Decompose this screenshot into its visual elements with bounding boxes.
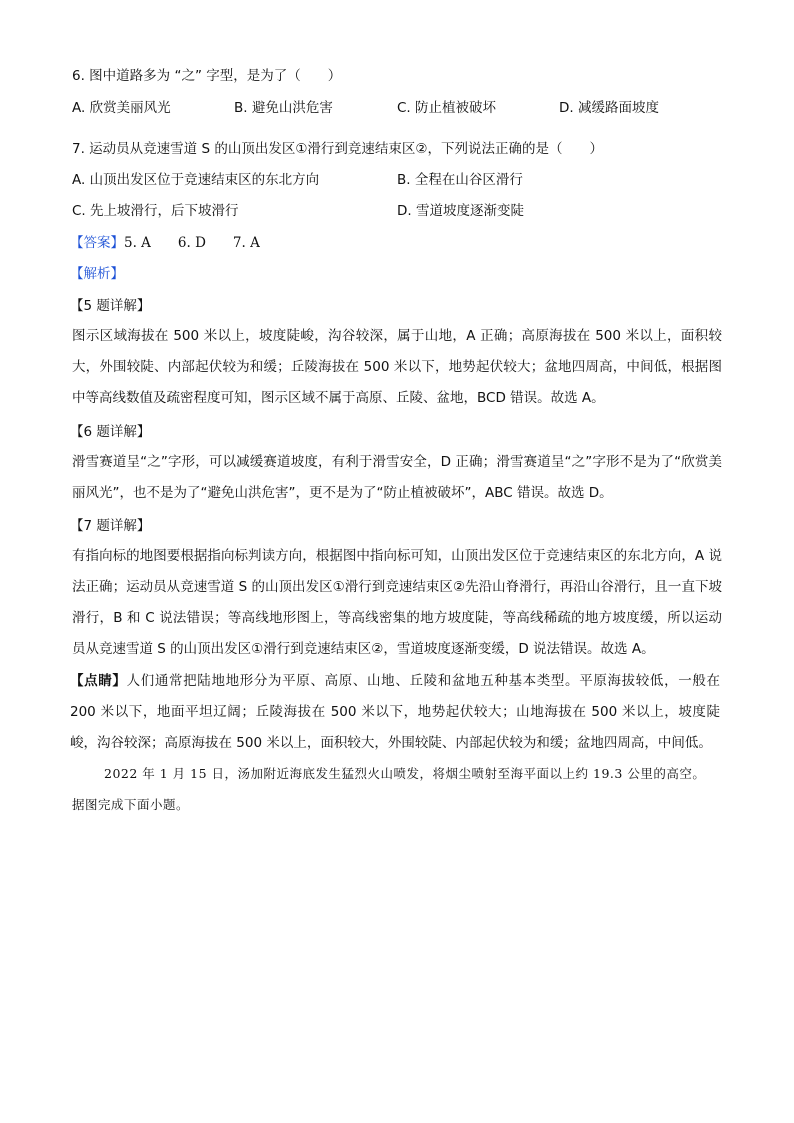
intro-line-2: 据图完成下面小题。 — [72, 797, 190, 812]
detail-7-text: 有指向标的地图要根据指向标判读方向，根据图中指向标可知，山顶出发区位于竞速结束区的东北方向，A 说法正确；运动员从竞速雪道 S 的山顶出发区①滑行到竞速结束区②先沿山脊滑行，再沿山谷滑行，且一直下坡滑行，B 和 C 说法错误；等高线地形图上，等高线密集的地方坡度陡，等高线稀疏的地方坡度缓，所以运动员从竞速雪道 S 的山顶出发区①滑行到竞速结束区②，雪道坡度逐渐变缓，D 说法错误。故选 A。 — [72, 548, 722, 657]
question-7-option-b: B. 全程在山谷区滑行 — [397, 172, 523, 188]
detail-5-label: 【5 题详解】 — [70, 298, 151, 314]
question-7-option-c: C. 先上坡滑行，后下坡滑行 — [72, 203, 239, 219]
question-6-option-d: D. 减缓路面坡度 — [559, 100, 659, 116]
detail-6-text: 滑雪赛道呈“之”字形，可以减缓赛道坡度，有利于滑雪安全，D 正确；滑雪赛道呈“之”字形不是为了“欣赏美丽风光”，也不是为了“避免山洪危害”，更不是为了“防止植被破坏”，ABC 错误。故选 D。 — [72, 454, 722, 501]
answer-row — [70, 233, 260, 253]
question-7-option-d: D. 雪道坡度逐渐变陡 — [397, 203, 524, 219]
intro-line-1: 2022 年 1 月 15 日，汤加附近海底发生猛烈火山喷发，将烟尘喷射至海平面以上约 19.3 公里的高空。 — [104, 766, 706, 781]
tip-paragraph — [70, 666, 720, 759]
analysis-label: 【解析】 — [70, 266, 124, 282]
tip-text: 人们通常把陆地地形分为平原、高原、山地、丘陵和盆地五种基本类型。平原海拔较低，一般在 200 米以下，地面平坦辽阔；丘陵海拔在 500 米以下，地势起伏较大；山地海拔在 500 米以上，坡度陡峻，沟谷较深；高原海拔在 500 米以上，面积较大，外围较陡、内部起伏较为和缓；盆地四周高，中间低。 — [70, 673, 720, 751]
detail-5-text: 图示区域海拔在 500 米以上，坡度陡峻，沟谷较深，属于山地，A 正确；高原海拔在 500 米以上，面积较大，外围较陡、内部起伏较为和缓；丘陵海拔在 500 米以下，地势起伏较大；盆地四周高，中间低，根据图中等高线数值及疏密程度可知，图示区域不属于高原、丘陵、盆地，BCD 错误。故选 A。 — [72, 328, 722, 406]
tip-label: 【点睛】 — [70, 673, 127, 689]
question-6-option-c: C. 防止植被破坏 — [397, 100, 497, 116]
question-7-stem: 7. 运动员从竞速雪道 S 的山顶出发区①滑行到竞速结束区②，下列说法正确的是（ ） — [72, 141, 604, 157]
question-6-option-a: A. 欣赏美丽风光 — [72, 100, 171, 116]
detail-6-label: 【6 题详解】 — [70, 424, 151, 440]
question-7-option-a: A. 山顶出发区位于竞速结束区的东北方向 — [72, 172, 320, 188]
answer-label: 【答案】 — [70, 235, 124, 251]
question-6-option-b: B. 避免山洪危害 — [234, 100, 333, 116]
answer-text: 5. A 6. D 7. A — [124, 235, 260, 251]
detail-7-label: 【7 题详解】 — [70, 518, 151, 534]
question-6-stem: 6. 图中道路多为 “之” 字型，是为了（ ） — [72, 68, 342, 84]
